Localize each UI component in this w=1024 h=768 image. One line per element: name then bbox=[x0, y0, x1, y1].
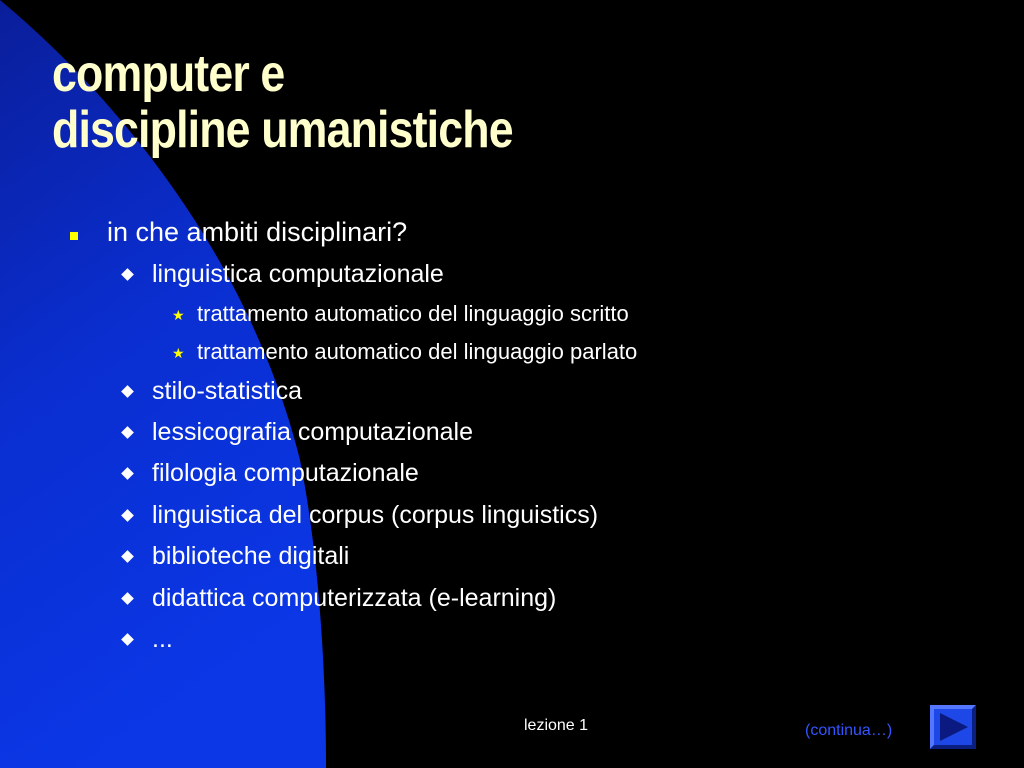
next-arrow-icon[interactable] bbox=[930, 705, 976, 749]
diamond-bullet-icon bbox=[121, 633, 134, 646]
star-bullet-icon: ★ bbox=[172, 345, 185, 361]
list-item-level2: linguistica computazionale bbox=[152, 260, 444, 288]
list-item-level2: didattica computerizzata (e-learning) bbox=[152, 584, 557, 612]
list-item-level2: stilo-statistica bbox=[152, 377, 303, 405]
list-item-level2: lessicografia computazionale bbox=[152, 418, 474, 446]
list-item-level3: trattamento automatico del linguaggio parlato bbox=[197, 339, 638, 364]
list-item-level2: biblioteche digitali bbox=[152, 542, 350, 570]
title-line-2: discipline umanistiche bbox=[52, 101, 513, 159]
footer-lesson-label: lezione 1 bbox=[524, 717, 589, 734]
list-item-level2: ... bbox=[152, 625, 173, 653]
title-line-1: computer e bbox=[52, 45, 285, 103]
continue-link[interactable]: (continua…) bbox=[805, 722, 893, 739]
diamond-bullet-icon bbox=[121, 550, 134, 563]
list-item-level2: filologia computazionale bbox=[152, 459, 419, 487]
star-bullet-icon: ★ bbox=[172, 307, 185, 323]
list-item-level1: in che ambiti disciplinari? bbox=[107, 217, 408, 247]
diamond-bullet-icon bbox=[121, 426, 134, 439]
diamond-bullet-icon bbox=[121, 385, 134, 398]
square-bullet-icon bbox=[70, 232, 78, 240]
diamond-bullet-icon bbox=[121, 268, 134, 281]
list-item-level3: trattamento automatico del linguaggio scritto bbox=[197, 301, 629, 326]
diamond-bullet-icon bbox=[121, 509, 134, 522]
list-item-level2: linguistica del corpus (corpus linguistics) bbox=[152, 501, 599, 529]
diamond-bullet-icon bbox=[121, 467, 134, 480]
diamond-bullet-icon bbox=[121, 592, 134, 605]
